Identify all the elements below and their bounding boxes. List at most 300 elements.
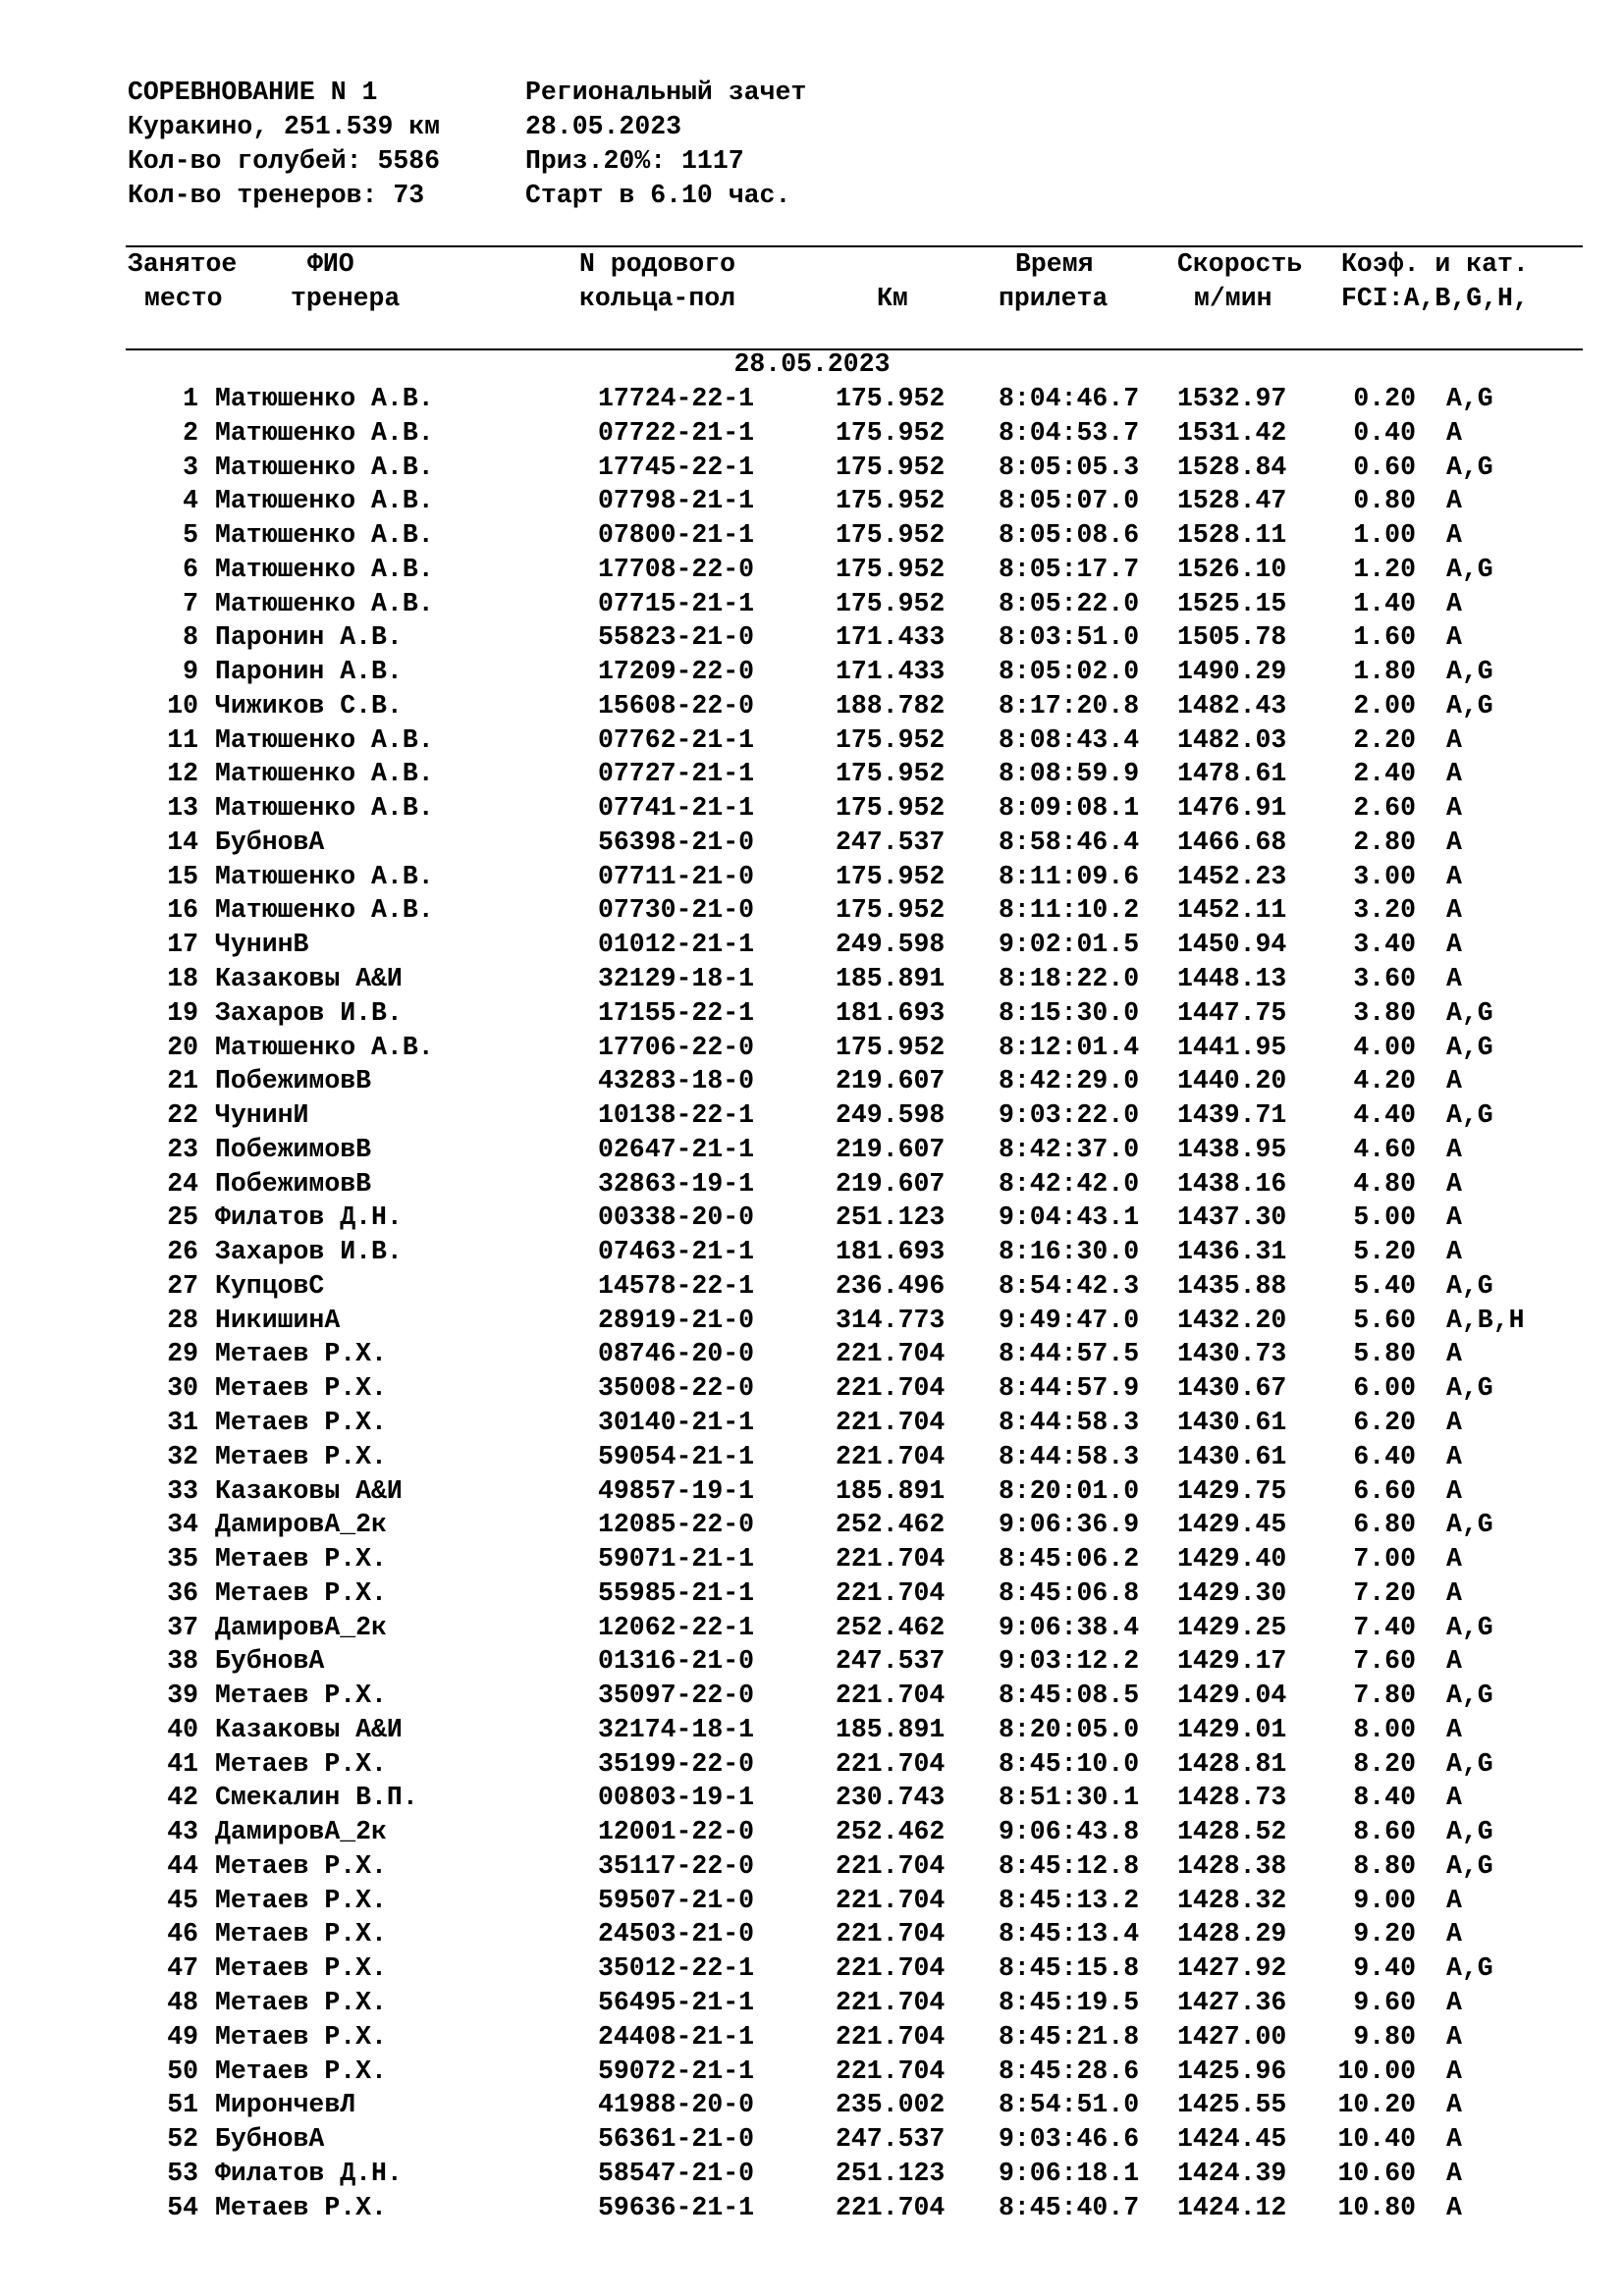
- distance-cell: 221.704: [836, 1953, 946, 1984]
- coefficient-cell: 6.00: [1353, 1373, 1416, 1404]
- place-cell: 43: [167, 1817, 198, 1847]
- trainer-name-cell: Метаев Р.Х.: [215, 1748, 387, 1779]
- ring-number-cell: 12062-22-1: [598, 1612, 755, 1642]
- table-row: [0, 1167, 1624, 1201]
- ring-number-cell: 07715-21-1: [598, 588, 755, 618]
- category-cell: A,G: [1446, 690, 1493, 721]
- category-cell: A: [1446, 964, 1462, 994]
- trainer-name-cell: Метаев Р.Х.: [215, 1407, 387, 1437]
- coefficient-cell: 7.80: [1353, 1681, 1416, 1711]
- table-row: [0, 1611, 1624, 1645]
- coefficient-cell: 2.00: [1353, 690, 1416, 721]
- coefficient-cell: 8.60: [1353, 1817, 1416, 1847]
- col-ring-label-2: кольца-пол: [579, 284, 736, 313]
- trainer-name-cell: Матюшенко А.В.: [215, 486, 434, 516]
- table-row: [0, 2157, 1624, 2191]
- speed-cell: 1448.13: [1177, 964, 1287, 994]
- distance-cell: 221.704: [836, 1987, 946, 2017]
- table-row: [0, 1576, 1624, 1611]
- table-row: [0, 1064, 1624, 1098]
- category-cell: A,G: [1446, 554, 1493, 584]
- speed-cell: 1429.45: [1177, 1510, 1287, 1540]
- category-cell: A: [1446, 1783, 1462, 1813]
- place-cell: 24: [167, 1168, 198, 1199]
- category-cell: A: [1446, 2090, 1462, 2120]
- table-row: [0, 1406, 1624, 1440]
- trainer-name-cell: МирончевЛ: [215, 2090, 356, 2120]
- coefficient-cell: 6.40: [1353, 1441, 1416, 1471]
- coefficient-cell: 8.00: [1353, 1714, 1416, 1744]
- arrival-time-cell: 8:09:08.1: [999, 793, 1140, 824]
- place-cell: 2: [183, 417, 198, 448]
- place-cell: 47: [167, 1953, 198, 1984]
- distance-cell: 221.704: [836, 1681, 946, 1711]
- arrival-time-cell: 8:44:57.5: [999, 1339, 1140, 1369]
- arrival-time-cell: 8:45:19.5: [999, 1987, 1140, 2017]
- trainer-name-cell: Матюшенко А.В.: [215, 384, 434, 413]
- distance-cell: 219.607: [836, 1066, 946, 1096]
- place-cell: 18: [167, 964, 198, 994]
- category-cell: A: [1446, 1237, 1462, 1267]
- coefficient-cell: 9.80: [1353, 2021, 1416, 2052]
- category-cell: A: [1446, 2158, 1462, 2188]
- place-cell: 54: [167, 2192, 198, 2222]
- arrival-time-cell: 8:20:05.0: [999, 1714, 1140, 1744]
- table-row: [0, 1951, 1624, 1986]
- place-cell: 9: [183, 657, 198, 687]
- distance-cell: 235.002: [836, 2090, 946, 2120]
- speed-cell: 1429.01: [1177, 1714, 1287, 1744]
- ring-number-cell: 43283-18-0: [598, 1066, 755, 1096]
- place-cell: 42: [167, 1783, 198, 1813]
- table-row: [0, 1884, 1624, 1918]
- category-cell: A: [1446, 622, 1462, 653]
- coefficient-cell: 0.60: [1353, 452, 1416, 482]
- speed-cell: 1427.92: [1177, 1953, 1287, 1984]
- coefficient-cell: 4.40: [1353, 1100, 1416, 1131]
- coefficient-cell: 9.60: [1353, 1987, 1416, 2017]
- trainer-name-cell: Матюшенко А.В.: [215, 793, 434, 824]
- place-cell: 11: [167, 724, 198, 755]
- trainer-name-cell: БубновА: [215, 1646, 325, 1677]
- coefficient-cell: 7.20: [1353, 1577, 1416, 1608]
- speed-cell: 1429.40: [1177, 1544, 1287, 1575]
- place-cell: 45: [167, 1885, 198, 1915]
- place-cell: 10: [167, 690, 198, 721]
- place-cell: 39: [167, 1681, 198, 1711]
- table-row: [0, 1508, 1624, 1542]
- ring-number-cell: 58547-21-0: [598, 2158, 755, 2188]
- ring-number-cell: 12001-22-0: [598, 1817, 755, 1847]
- arrival-time-cell: 8:18:22.0: [999, 964, 1140, 994]
- distance-cell: 171.433: [836, 622, 946, 653]
- ring-number-cell: 07730-21-0: [598, 895, 755, 926]
- category-cell: A: [1446, 895, 1462, 926]
- speed-cell: 1452.11: [1177, 895, 1287, 926]
- category-cell: A: [1446, 1646, 1462, 1677]
- trainer-name-cell: ПобежимовВ: [215, 1168, 372, 1199]
- table-row: [0, 1440, 1624, 1474]
- category-cell: A,G: [1446, 1817, 1493, 1847]
- category-cell: A,G: [1446, 997, 1493, 1028]
- category-cell: A: [1446, 759, 1462, 789]
- arrival-time-cell: 8:45:08.5: [999, 1681, 1140, 1711]
- category-cell: A,G: [1446, 657, 1493, 687]
- place-cell: 15: [167, 861, 198, 891]
- speed-cell: 1452.23: [1177, 861, 1287, 891]
- trainer-name-cell: Метаев Р.Х.: [215, 1885, 387, 1915]
- col-time-label-1: Время: [1015, 249, 1094, 279]
- distance-cell: 221.704: [836, 1544, 946, 1575]
- distance-cell: 175.952: [836, 724, 946, 755]
- ring-number-cell: 32174-18-1: [598, 1714, 755, 1744]
- place-cell: 49: [167, 2021, 198, 2052]
- table-row: [0, 1917, 1624, 1951]
- place-cell: 36: [167, 1577, 198, 1608]
- place-cell: 52: [167, 2124, 198, 2155]
- speed-cell: 1430.61: [1177, 1407, 1287, 1437]
- distance-cell: 221.704: [836, 1919, 946, 1949]
- arrival-time-cell: 8:44:58.3: [999, 1441, 1140, 1471]
- speed-cell: 1440.20: [1177, 1066, 1287, 1096]
- coefficient-cell: 10.60: [1337, 2158, 1416, 2188]
- table-row: [0, 620, 1624, 655]
- trainer-name-cell: Казаковы А&И: [215, 1714, 403, 1744]
- coefficient-cell: 2.80: [1353, 827, 1416, 857]
- arrival-time-cell: 9:03:12.2: [999, 1646, 1140, 1677]
- speed-cell: 1424.39: [1177, 2158, 1287, 2188]
- ring-number-cell: 59072-21-1: [598, 2056, 755, 2086]
- trainer-name-cell: БубновА: [215, 2124, 325, 2155]
- ring-number-cell: 17209-22-0: [598, 657, 755, 687]
- coefficient-cell: 6.80: [1353, 1510, 1416, 1540]
- arrival-time-cell: 8:05:07.0: [999, 486, 1140, 516]
- place-cell: 40: [167, 1714, 198, 1744]
- place-cell: 28: [167, 1305, 198, 1335]
- trainer-name-cell: ПобежимовВ: [215, 1134, 372, 1164]
- distance-cell: 247.537: [836, 2124, 946, 2155]
- category-cell: A,G: [1446, 384, 1493, 413]
- speed-cell: 1528.47: [1177, 486, 1287, 516]
- coefficient-cell: 5.40: [1353, 1270, 1416, 1301]
- distance-cell: 219.607: [836, 1168, 946, 1199]
- table-row: [0, 928, 1624, 962]
- ring-number-cell: 07800-21-1: [598, 520, 755, 551]
- table-row: [0, 553, 1624, 587]
- ring-number-cell: 07798-21-1: [598, 486, 755, 516]
- place-cell: 17: [167, 930, 198, 960]
- speed-cell: 1450.94: [1177, 930, 1287, 960]
- place-cell: 3: [183, 452, 198, 482]
- category-cell: A: [1446, 827, 1462, 857]
- trainer-name-cell: Метаев Р.Х.: [215, 1919, 387, 1949]
- arrival-time-cell: 8:45:13.4: [999, 1919, 1140, 1949]
- speed-cell: 1482.43: [1177, 690, 1287, 721]
- ring-number-cell: 07722-21-1: [598, 417, 755, 448]
- table-row: [0, 518, 1624, 553]
- place-cell: 5: [183, 520, 198, 551]
- table-row: [0, 1644, 1624, 1679]
- trainer-name-cell: Метаев Р.Х.: [215, 1577, 387, 1608]
- col-speed-label-1: Скорость: [1177, 249, 1303, 279]
- category-cell: A,G: [1446, 452, 1493, 482]
- coefficient-cell: 5.20: [1353, 1237, 1416, 1267]
- speed-cell: 1525.15: [1177, 588, 1287, 618]
- place-cell: 51: [167, 2090, 198, 2120]
- ring-number-cell: 35012-22-1: [598, 1953, 755, 1984]
- place-cell: 29: [167, 1339, 198, 1369]
- speed-cell: 1430.73: [1177, 1339, 1287, 1369]
- speed-cell: 1437.30: [1177, 1202, 1287, 1233]
- date-separator: 28.05.2023: [733, 349, 891, 379]
- speed-cell: 1528.84: [1177, 452, 1287, 482]
- category-cell: A: [1446, 2124, 1462, 2155]
- ring-number-cell: 56398-21-0: [598, 827, 755, 857]
- place-cell: 23: [167, 1134, 198, 1164]
- place-cell: 33: [167, 1475, 198, 1506]
- speed-cell: 1432.20: [1177, 1305, 1287, 1335]
- table-row: [0, 893, 1624, 928]
- coefficient-cell: 1.20: [1353, 554, 1416, 584]
- trainer-name-cell: Чижиков С.В.: [215, 690, 403, 721]
- ring-number-cell: 55823-21-0: [598, 622, 755, 653]
- speed-cell: 1428.52: [1177, 1817, 1287, 1847]
- col-place-label-1: Занятое: [128, 249, 238, 279]
- table-row: [0, 689, 1624, 723]
- trainer-name-cell: Захаров И.В.: [215, 1237, 403, 1267]
- trainer-name-cell: ДамировА_2к: [215, 1510, 387, 1540]
- col-place-label-2: место: [144, 284, 223, 313]
- speed-cell: 1436.31: [1177, 1237, 1287, 1267]
- coefficient-cell: 1.00: [1353, 520, 1416, 551]
- ring-number-cell: 07762-21-1: [598, 724, 755, 755]
- place-cell: 7: [183, 588, 198, 618]
- speed-cell: 1435.88: [1177, 1270, 1287, 1301]
- table-row: [0, 2191, 1624, 2225]
- arrival-time-cell: 9:06:43.8: [999, 1817, 1140, 1847]
- ring-number-cell: 59071-21-1: [598, 1544, 755, 1575]
- coefficient-cell: 5.60: [1353, 1305, 1416, 1335]
- speed-cell: 1428.81: [1177, 1748, 1287, 1779]
- table-row: [0, 2020, 1624, 2055]
- table-row: [0, 2088, 1624, 2122]
- table-row: [0, 2055, 1624, 2089]
- arrival-time-cell: 8:54:51.0: [999, 2090, 1140, 2120]
- arrival-time-cell: 8:45:40.7: [999, 2192, 1140, 2222]
- trainer-name-cell: Метаев Р.Х.: [215, 1953, 387, 1984]
- coefficient-cell: 10.20: [1337, 2090, 1416, 2120]
- table-row: [0, 1986, 1624, 2020]
- place-cell: 21: [167, 1066, 198, 1096]
- category-cell: A: [1446, 1714, 1462, 1744]
- place-cell: 8: [183, 622, 198, 653]
- speed-cell: 1441.95: [1177, 1032, 1287, 1062]
- speed-cell: 1466.68: [1177, 827, 1287, 857]
- arrival-time-cell: 8:20:01.0: [999, 1475, 1140, 1506]
- coefficient-cell: 5.80: [1353, 1339, 1416, 1369]
- place-cell: 14: [167, 827, 198, 857]
- trainer-name-cell: ЧунинИ: [215, 1100, 309, 1131]
- speed-cell: 1438.95: [1177, 1134, 1287, 1164]
- arrival-time-cell: 8:05:02.0: [999, 657, 1140, 687]
- ring-number-cell: 08746-20-0: [598, 1339, 755, 1369]
- trainer-name-cell: ЧунинВ: [215, 930, 309, 960]
- table-row: [0, 382, 1624, 416]
- distance-cell: 252.462: [836, 1817, 946, 1847]
- speed-cell: 1476.91: [1177, 793, 1287, 824]
- table-row: [0, 655, 1624, 689]
- category-cell: A,G: [1446, 1612, 1493, 1642]
- coefficient-cell: 8.80: [1353, 1850, 1416, 1881]
- header-line-4: [128, 179, 791, 213]
- arrival-time-cell: 8:15:30.0: [999, 997, 1140, 1028]
- speed-cell: 1429.25: [1177, 1612, 1287, 1642]
- ring-number-cell: 35008-22-0: [598, 1373, 755, 1404]
- category-cell: A: [1446, 1066, 1462, 1096]
- distance-cell: 221.704: [836, 2021, 946, 2052]
- coefficient-cell: 4.00: [1353, 1032, 1416, 1062]
- place-cell: 53: [167, 2158, 198, 2188]
- distance-cell: 221.704: [836, 2056, 946, 2086]
- category-cell: A,G: [1446, 1510, 1493, 1540]
- trainer-name-cell: Казаковы А&И: [215, 964, 403, 994]
- speed-cell: 1428.73: [1177, 1783, 1287, 1813]
- distance-cell: 252.462: [836, 1612, 946, 1642]
- start-time: Старт в 6.10 час.: [525, 181, 791, 210]
- category-cell: A: [1446, 1475, 1462, 1506]
- arrival-time-cell: 8:44:57.9: [999, 1373, 1140, 1404]
- table-row: [0, 1815, 1624, 1849]
- arrival-time-cell: 8:03:51.0: [999, 622, 1140, 653]
- ring-number-cell: 56495-21-1: [598, 1987, 755, 2017]
- arrival-time-cell: 8:42:29.0: [999, 1066, 1140, 1096]
- coefficient-cell: 2.60: [1353, 793, 1416, 824]
- distance-cell: 221.704: [836, 1850, 946, 1881]
- speed-cell: 1482.03: [1177, 724, 1287, 755]
- col-time-label-2: прилета: [999, 284, 1109, 313]
- coefficient-cell: 4.20: [1353, 1066, 1416, 1096]
- results-table: [0, 382, 1624, 2224]
- distance-cell: 175.952: [836, 759, 946, 789]
- coefficient-cell: 2.40: [1353, 759, 1416, 789]
- place-cell: 20: [167, 1032, 198, 1062]
- arrival-time-cell: 8:54:42.3: [999, 1270, 1140, 1301]
- distance-cell: 230.743: [836, 1783, 946, 1813]
- category-cell: A,G: [1446, 1953, 1493, 1984]
- distance-cell: 249.598: [836, 1100, 946, 1131]
- speed-cell: 1424.12: [1177, 2192, 1287, 2222]
- place-cell: 13: [167, 793, 198, 824]
- coefficient-cell: 0.40: [1353, 417, 1416, 448]
- ring-number-cell: 17724-22-1: [598, 384, 755, 413]
- col-km-label: Км: [877, 284, 908, 313]
- arrival-time-cell: 8:05:22.0: [999, 588, 1140, 618]
- table-row: [0, 416, 1624, 451]
- arrival-time-cell: 8:45:12.8: [999, 1850, 1140, 1881]
- trainer-name-cell: ДамировА_2к: [215, 1612, 387, 1642]
- trainer-name-cell: БубновА: [215, 827, 325, 857]
- place-cell: 32: [167, 1441, 198, 1471]
- trainer-name-cell: Метаев Р.Х.: [215, 1681, 387, 1711]
- trainer-name-cell: Матюшенко А.В.: [215, 417, 434, 448]
- speed-cell: 1429.04: [1177, 1681, 1287, 1711]
- place-cell: 35: [167, 1544, 198, 1575]
- trainer-name-cell: НикишинА: [215, 1305, 341, 1335]
- category-cell: A: [1446, 2056, 1462, 2086]
- arrival-time-cell: 9:06:38.4: [999, 1612, 1140, 1642]
- category-cell: A,G: [1446, 1270, 1493, 1301]
- coefficient-cell: 6.60: [1353, 1475, 1416, 1506]
- arrival-time-cell: 9:49:47.0: [999, 1305, 1140, 1335]
- place-cell: 16: [167, 895, 198, 926]
- table-row: [0, 1849, 1624, 1884]
- speed-cell: 1428.38: [1177, 1850, 1287, 1881]
- trainer-name-cell: Филатов Д.Н.: [215, 2158, 403, 2188]
- category-cell: A,G: [1446, 1032, 1493, 1062]
- table-row: [0, 1133, 1624, 1167]
- category-cell: A: [1446, 1134, 1462, 1164]
- category-cell: A: [1446, 1544, 1462, 1575]
- coefficient-cell: 7.60: [1353, 1646, 1416, 1677]
- speed-cell: 1429.17: [1177, 1646, 1287, 1677]
- col-ring-label-1: N родового: [579, 249, 736, 279]
- coefficient-cell: 1.80: [1353, 657, 1416, 687]
- col-speed-label-2: м/мин: [1194, 284, 1272, 313]
- arrival-time-cell: 8:42:42.0: [999, 1168, 1140, 1199]
- coefficient-cell: 10.40: [1337, 2124, 1416, 2155]
- col-name-label-1: ФИО: [307, 249, 354, 279]
- table-row: [0, 1747, 1624, 1782]
- table-row: [0, 1474, 1624, 1509]
- category-cell: A: [1446, 520, 1462, 551]
- category-cell: A: [1446, 930, 1462, 960]
- competition-date: 28.05.2023: [525, 112, 682, 141]
- speed-cell: 1427.36: [1177, 1987, 1287, 2017]
- speed-cell: 1447.75: [1177, 997, 1287, 1028]
- distance-cell: 175.952: [836, 520, 946, 551]
- coefficient-cell: 7.40: [1353, 1612, 1416, 1642]
- ring-number-cell: 07741-21-1: [598, 793, 755, 824]
- header-line-3: [128, 144, 744, 179]
- trainer-name-cell: Паронин А.В.: [215, 657, 403, 687]
- coefficient-cell: 0.20: [1353, 384, 1416, 413]
- speed-cell: 1425.96: [1177, 2056, 1287, 2086]
- place-cell: 38: [167, 1646, 198, 1677]
- table-row: [0, 1713, 1624, 1747]
- coefficient-cell: 2.20: [1353, 724, 1416, 755]
- place-cell: 34: [167, 1510, 198, 1540]
- arrival-time-cell: 8:05:05.3: [999, 452, 1140, 482]
- trainer-name-cell: Метаев Р.Х.: [215, 1339, 387, 1369]
- arrival-time-cell: 8:51:30.1: [999, 1783, 1140, 1813]
- col-name-label-2: тренера: [291, 284, 401, 313]
- category-cell: A: [1446, 417, 1462, 448]
- distance-cell: 175.952: [836, 486, 946, 516]
- place-cell: 31: [167, 1407, 198, 1437]
- speed-cell: 1531.42: [1177, 417, 1287, 448]
- distance-cell: 181.693: [836, 1237, 946, 1267]
- trainer-name-cell: Матюшенко А.В.: [215, 554, 434, 584]
- coefficient-cell: 5.00: [1353, 1202, 1416, 1233]
- table-row: [0, 1781, 1624, 1815]
- arrival-time-cell: 8:11:10.2: [999, 895, 1140, 926]
- distance-cell: 221.704: [836, 1373, 946, 1404]
- speed-cell: 1478.61: [1177, 759, 1287, 789]
- trainer-name-cell: Паронин А.В.: [215, 622, 403, 653]
- trainer-name-cell: Матюшенко А.В.: [215, 861, 434, 891]
- coefficient-cell: 9.00: [1353, 1885, 1416, 1915]
- distance-cell: 175.952: [836, 1032, 946, 1062]
